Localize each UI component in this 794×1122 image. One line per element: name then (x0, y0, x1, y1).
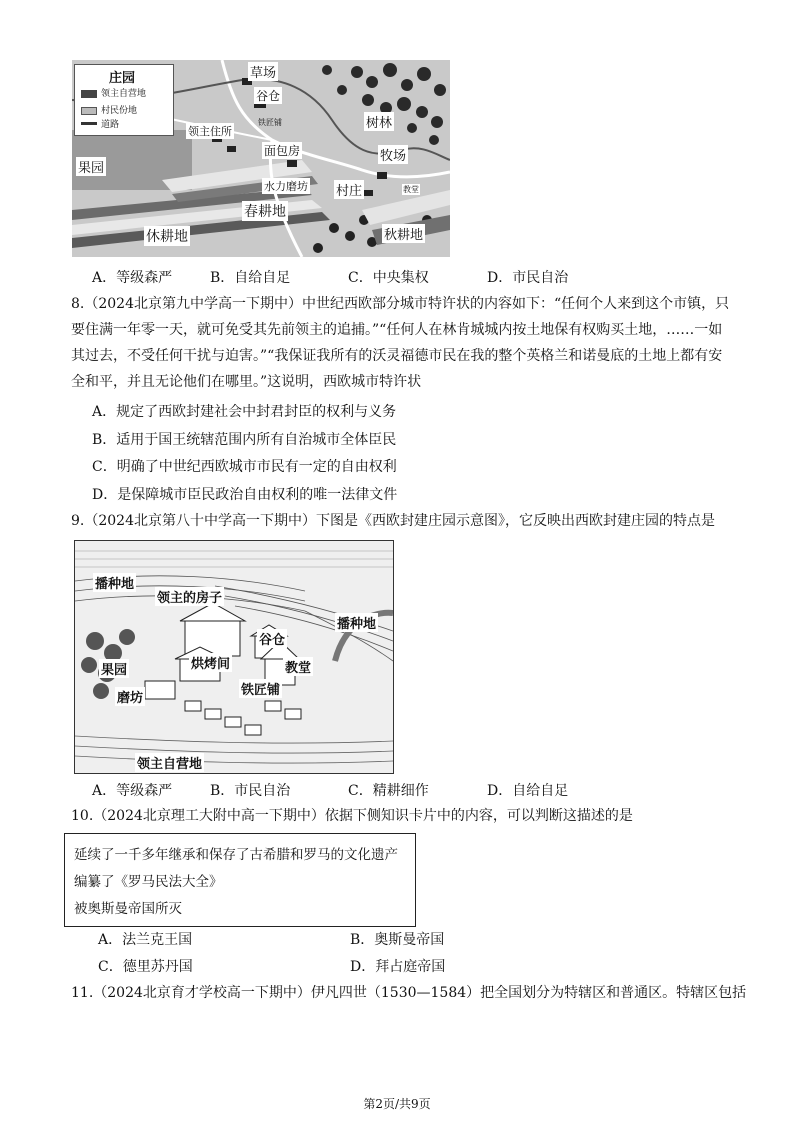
map-label-fallow-field: 休耕地 (144, 226, 190, 246)
feudal-manor-figure (74, 540, 394, 774)
q8-stem-line-1: 8.（2024北京第九中学高一下期中）中世纪西欧部分城市特许状的内容如下：“任何个人来到这个市镇，只 (71, 296, 730, 312)
map-label-bakery: 面包房 (264, 144, 301, 158)
q9-stem: 9.（2024北京第八十中学高一下期中）下图是《西欧封建庄园示意图》，它反映出西欧封建庄园的特点是 (71, 513, 715, 529)
q7-option-a[interactable]: A．等级森严 (92, 270, 173, 286)
q7-option-c[interactable]: C．中央集权 (348, 270, 429, 286)
q9-option-d[interactable]: D．自给自足 (487, 783, 569, 799)
q8-stem-line-2: 要住满一年零一天，就可免受其先前领主的追捕。”“任何人在林肯城城内按土地保有权购买土地，……一如 (71, 322, 723, 338)
fig9-label-demesne: 领主自营地 (135, 753, 204, 772)
q10-option-d[interactable]: D．拜占庭帝国 (350, 959, 446, 975)
q7-option-d[interactable]: D．市民自治 (487, 270, 569, 286)
q8-option-b[interactable]: B．适用于国王统辖范围内所有自治城市全体臣民 (92, 432, 397, 448)
map-label-autumn-field: 秋耕地 (382, 224, 425, 243)
map-label-spring-field: 春耕地 (242, 201, 288, 221)
q10-stem: 10.（2024北京理工大附中高一下期中）依据下侧知识卡片中的内容，可以判断这描述的是 (71, 808, 633, 824)
fig9-label-lord-house: 领主的房子 (155, 587, 224, 606)
map-label-lord-residence: 领主住所 (188, 125, 232, 138)
fig9-label-sowing-left: 播种地 (93, 573, 136, 592)
fig9-label-mill: 磨坊 (115, 687, 145, 706)
q10-card-line-2: 编纂了《罗马民法大全》 (74, 874, 223, 890)
q7-option-b[interactable]: B．自给自足 (210, 270, 291, 286)
fig9-label-bakery: 烘烤间 (189, 653, 232, 672)
q10-card-line-1: 延续了一千多年继承和保存了古希腊和罗马的文化遗产 (74, 847, 398, 863)
map-label-watermill: 水力磨坊 (264, 180, 308, 193)
q9-option-b[interactable]: B．市民自治 (210, 783, 291, 799)
map-label-orchard: 果园 (76, 157, 106, 176)
q8-option-a[interactable]: A．规定了西欧封建社会中封君封臣的权利与义务 (92, 404, 397, 420)
legend-label-tenant: 村民份地 (101, 106, 138, 116)
q8-stem-line-4: 全和平，并且无论他们在哪里。”这说明，西欧城市特许状 (71, 374, 422, 390)
map-label-pasture-grass: 草场 (248, 62, 278, 81)
legend-swatch-tenant (81, 107, 97, 115)
q10-knowledge-card (64, 833, 416, 927)
fig9-label-orchard: 果园 (99, 659, 129, 678)
manor-legend (74, 64, 174, 136)
q9-option-a[interactable]: A．等级森严 (92, 783, 173, 799)
legend-swatch-demesne (81, 90, 97, 98)
fig9-label-granary: 谷仓 (257, 629, 287, 648)
legend-label-demesne: 领主自营地 (101, 89, 147, 99)
q10-card-line-3: 被奥斯曼帝国所灭 (74, 901, 182, 917)
manor-map-figure (72, 60, 450, 257)
fig9-label-smithy: 铁匠铺 (239, 679, 282, 698)
map-label-smithy: 铁匠铺 (258, 118, 282, 127)
map-label-pasture: 牧场 (378, 145, 408, 164)
fig9-label-sowing-right: 播种地 (335, 613, 378, 632)
q8-stem-line-3: 其过去，不受任何干扰与迫害。”“我保证我所有的沃灵福德市民在我的整个英格兰和诺曼底的土地上都有安 (71, 348, 723, 364)
fig9-label-church: 教堂 (283, 657, 313, 676)
q10-option-b[interactable]: B．奥斯曼帝国 (350, 932, 445, 948)
legend-swatch-road (81, 122, 97, 125)
q10-option-c[interactable]: C．德里苏丹国 (98, 959, 193, 975)
page-footer: 第2页/共9页 (363, 1097, 431, 1111)
manor-legend-title: 庄园 (109, 71, 136, 86)
q10-option-a[interactable]: A．法兰克王国 (98, 932, 193, 948)
q8-option-d[interactable]: D．是保障城市臣民政治自由权利的唯一法律文件 (92, 487, 398, 503)
map-label-granary: 谷仓 (256, 89, 281, 103)
q11-stem: 11.（2024北京育才学校高一下期中）伊凡四世（1530—1584）把全国划分为特辖区和普通区。特辖区包括 (71, 985, 747, 1001)
q8-option-c[interactable]: C．明确了中世纪西欧城市市民有一定的自由权利 (92, 459, 397, 475)
map-label-church: 教堂 (403, 185, 419, 194)
q9-option-c[interactable]: C．精耕细作 (348, 783, 429, 799)
legend-label-road: 道路 (101, 120, 120, 130)
map-label-forest: 树林 (364, 112, 394, 131)
map-label-village: 村庄 (334, 180, 364, 199)
